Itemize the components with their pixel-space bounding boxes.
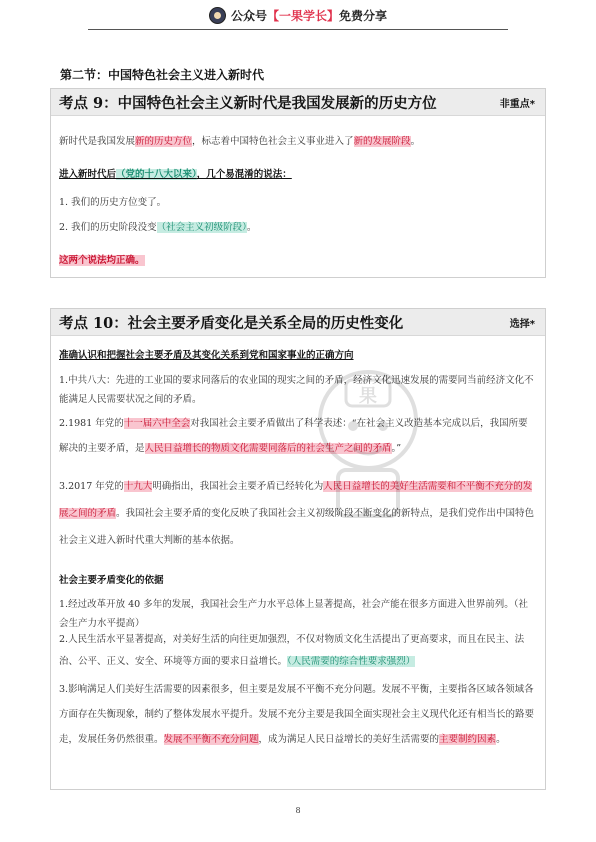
point10-box — [50, 308, 546, 790]
point10-subheading-1: 准确认识和把握社会主要矛盾及其变化关系到党和国家事业的正确方向 — [59, 350, 354, 361]
svg-text:果: 果 — [359, 386, 377, 407]
point10-badge: 选择* — [509, 318, 535, 330]
point9-intro: 新时代是我国发展新的历史方位，标志着中国特色社会主义事业进入了新的发展阶段。 — [59, 136, 421, 147]
point10-para-1: 1.中共八大：先进的工业国的要求同落后的农业国的现实之间的矛盾，经济文化迅速发展的需要同当前经济文化不能满足人民需要状况之间的矛盾。 — [59, 375, 534, 405]
point10-basis-1: 1.经过改革开放 40 多年的发展，我国社会生产力水平总体上显著提高，社会产能在很多方面进入世界前列。（社会生产力水平提高） — [59, 599, 528, 629]
header-divider — [88, 29, 508, 30]
point10-title: 考点 10：社会主要矛盾变化是关系全局的历史性变化 — [59, 314, 404, 332]
page-number: 8 — [295, 806, 301, 815]
point9-item-1: 1. 我们的历史方位变了。 — [59, 197, 167, 208]
point9-box — [50, 88, 546, 278]
point9-title: 考点 9：中国特色社会主义新时代是我国发展新的历史方位 — [59, 94, 437, 112]
point10-para-2: 2.1981 年党的十一届六中全会对我国社会主要矛盾做出了科学表述：“在社会主义改造基本完成以后，我国所要解决的主要矛盾，是人民日益增长的物质文化需要同落后的社会生产之间的矛盾。” — [59, 418, 528, 454]
header-bracket-open: 【 — [266, 8, 279, 23]
point10-title-bar — [51, 309, 545, 336]
point10-para-3: 3.2017 年党的十九大明确指出，我国社会主要矛盾已经转化为人民日益增长的美好生活需要和不平衡不充分的发展之间的矛盾。我国社会主要矛盾的变化反映了我国社会主义初级阶段不断变化的新特点，是我们党作出中国特色社会主义进入新时代重大判断的基本依据。 — [59, 481, 535, 546]
header-bracket-close: 】 — [327, 8, 340, 23]
page-header — [0, 0, 596, 30]
avatar-icon — [209, 7, 226, 24]
point9-conclusion: 这两个说法均正确。 — [59, 255, 145, 266]
point10-subheading-2: 社会主要矛盾变化的依据 — [59, 575, 164, 586]
header-suffix: 免费分享 — [339, 8, 388, 23]
point9-item-2: 2. 我们的历史阶段没变（社会主义初级阶段）。 — [59, 222, 257, 233]
watermark-mascot-icon — [308, 360, 428, 520]
header-brand: 一果学长 — [278, 8, 327, 23]
section-title: 第二节：中国特色社会主义进入新时代 — [60, 68, 265, 82]
point9-badge: 非重点* — [499, 98, 535, 110]
point9-subheading: 进入新时代后（党的十八大以来），几个易混淆的说法： — [59, 169, 292, 180]
header-prefix: 公众号 — [230, 8, 267, 23]
point10-basis-3: 3.影响满足人们美好生活需要的因素很多，但主要是发展不平衡不充分问题。发展不平衡，主要指各区域各领域各方面存在失衡现象，制约了整体发展水平提升。发展不充分主要是我国全面实现社会主义现代化还有相当长的路要走，发展任务仍然很重。发展不平衡不充分问题，成为满足人民日益增长的美好生活需要的主要制约因素。 — [59, 684, 535, 745]
point9-title-bar — [51, 89, 545, 116]
point10-basis-2: 2.人民生活水平显著提高，对美好生活的向往更加强烈，不仅对物质文化生活提出了更高要求，而且在民主、法治、公平、正义、安全、环境等方面的要求日益增长。（人民需要的综合性要求强烈） — [59, 634, 525, 667]
